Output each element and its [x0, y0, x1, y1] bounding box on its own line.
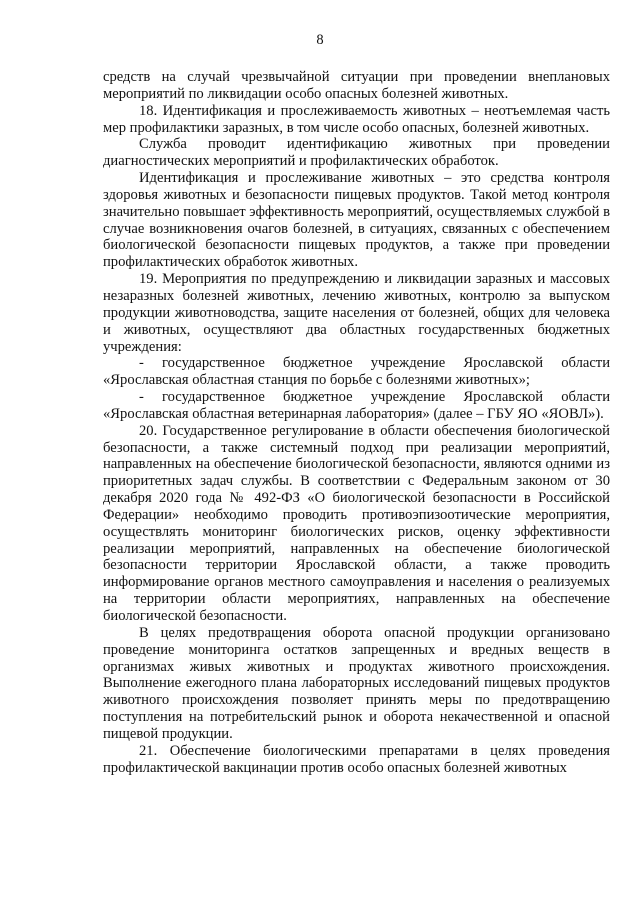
paragraph-monitoring: В целях предотвращения оборота опасной продукции организовано проведение мониторинга остатков запрещенных и вредных веществ в организмах живых животных и продуктах животного происхождения. Выполнение ежегодного плана лабораторных исследований пищевых продуктов животного происхождения позволяет принять меры по предотвращению поступления на потребительский рынок и оборота некачественной и опасной пищевой продукции.: [103, 624, 610, 742]
paragraph-continuation: средств на случай чрезвычайной ситуации при проведении внеплановых мероприятий по ликвидации особо опасных болезней животных.: [103, 69, 610, 102]
document-body: [103, 69, 610, 776]
paragraph-18: 18. Идентификация и прослеживаемость животных – неотъемлемая часть мер профилактики заразных, в том числе особо опасных, болезней животных.: [103, 102, 610, 136]
paragraph-service-identification: Служба проводит идентификацию животных при проведении диагностических мероприятий и профилактических обработок.: [103, 136, 610, 170]
list-item-station: - государственное бюджетное учреждение Ярославской области «Ярославская областная станция по борьбе с болезнями животных»;: [103, 355, 610, 389]
list-item-laboratory: - государственное бюджетное учреждение Ярославской области «Ярославская областная ветеринарная лаборатория» (далее – ГБУ ЯО «ЯОВЛ»).: [103, 389, 610, 422]
paragraph-identification-tracing: Идентификация и прослеживание животных – это средства контроля здоровья животных и безопасности пищевых продуктов. Такой метод контроля значительно повышает эффективность мероприятий, осуществляемых службой в случае возникновения очагов болезней, в ситуациях, связанных с обеспечением биологической безопасности пищевых продуктов, а также при проведении профилактических обработок животных.: [103, 170, 610, 271]
paragraph-19: 19. Мероприятия по предупреждению и ликвидации заразных и массовых незаразных болезней животных, лечению животных, контролю за выпуском продукции животноводства, защите населения от болезней, общих для человека и животных, осуществляют два областных государственных бюджетных учреждения:: [103, 271, 610, 355]
paragraph-20: 20. Государственное регулирование в области обеспечения биологической безопасности, а также системный подход при реализации мероприятий, направленных на обеспечение биологической безопасности, являются одними из приоритетных задач службы. В соответствии с Федеральным законом от 30 декабря 2020 года № 492-ФЗ «О биологической безопасности в Российской Федерации» необходимо проводить противоэпизоотические мероприятия, осуществлять мониторинг биологических рисков, оценку эффективности реализации мероприятий, направленных на обеспечение биологической безопасности территории Ярославской области, а также проводить информирование органов местного самоуправления и населения о реализуемых на территории области мероприятиях, направленных на обеспечение биологической безопасности.: [103, 422, 610, 624]
paragraph-21: 21. Обеспечение биологическими препаратами в целях проведения профилактической вакцинации против особо опасных болезней животных: [103, 742, 610, 776]
page-number: 8: [316, 32, 324, 48]
